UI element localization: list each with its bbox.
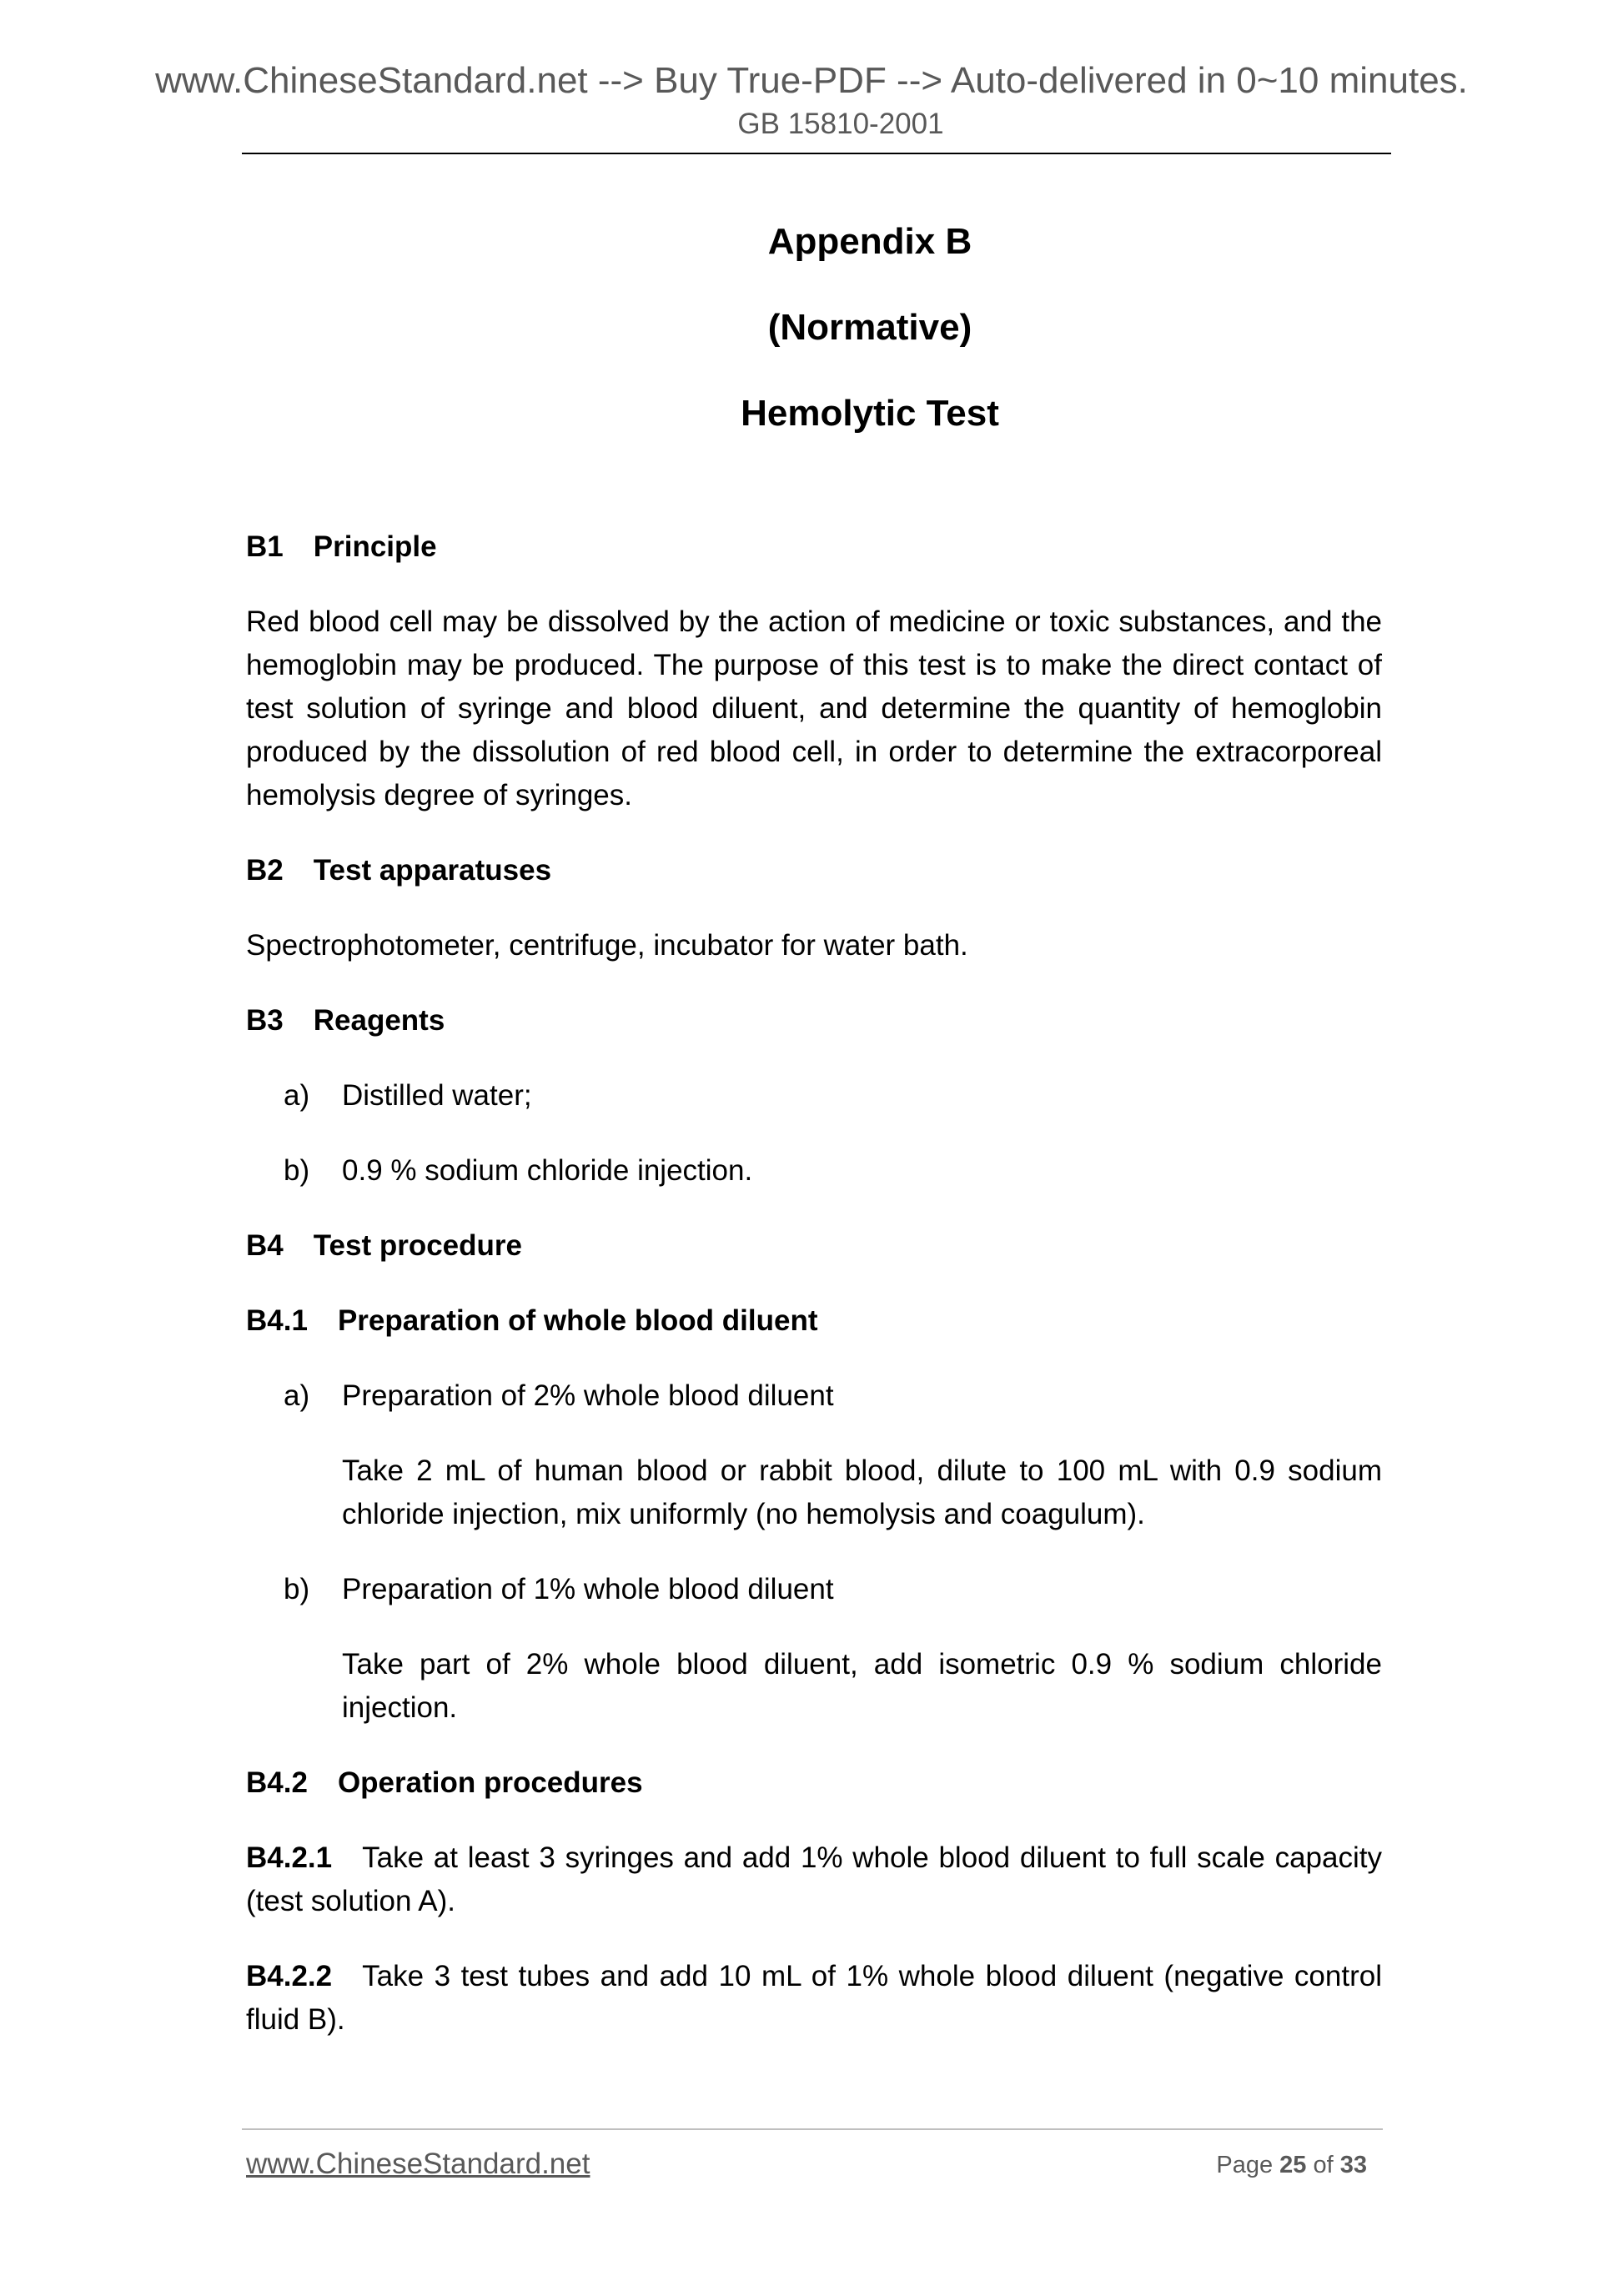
section-number: B1 [246,530,284,563]
footer-site-link[interactable]: www.ChineseStandard.net [246,2148,590,2180]
appendix-title: Appendix B [767,221,972,262]
list-item-text: Preparation of 2% whole blood diluent [342,1379,834,1412]
list-item [284,1568,1382,1611]
list-item [284,1074,1382,1118]
section-title: Principle [313,530,437,563]
section-number: B4.2 [246,1766,308,1799]
page-of: of [1313,2152,1334,2178]
section-title: Test apparatuses [313,854,552,887]
page-total: 33 [1339,2152,1367,2178]
section-title: Test procedure [313,1229,522,1262]
list-item [284,1149,1382,1193]
list-item-detail: Take 2 mL of human blood or rabbit blood, dilute to 100 mL with 0.9 sodium chloride injection, mix uniformly (no hemolysis and coagulum). [342,1454,1382,1530]
section-title: Reagents [313,1004,445,1037]
list-item-text: Preparation of 1% whole blood diluent [342,1573,834,1605]
list-marker: a) [284,1079,310,1112]
clause-text: Take 3 test tubes and add 10 mL of 1% whole blood diluent (negative control fluid B). [246,1960,1382,2036]
section-heading-b4-1 [246,1299,1382,1343]
section-number: B4.1 [246,1304,308,1337]
list-item-text: 0.9 % sodium chloride injection. [342,1154,753,1187]
page-number [1216,2152,1367,2179]
page-header [0,60,1623,141]
section-number: B2 [246,854,284,887]
section-heading-b4-2 [246,1761,1382,1805]
list-marker: b) [284,1573,310,1605]
section-title: Operation procedures [337,1766,643,1799]
clause-b4-2-2 [246,1955,1382,2042]
clause-b4-2-1 [246,1836,1382,1923]
paragraph-principle: Red blood cell may be dissolved by the action of medicine or toxic substances, and the hemoglobin may be produced. The purpose of this test is to make the direct contact of test solution of syringe and blood diluent, and determine the quantity of hemoglobin produced by the dissolution of red blood cell, in order to determine the extracorporeal hemolysis degree of syringes. [246,605,1382,811]
section-heading-b3 [246,999,1382,1042]
section-title: Preparation of whole blood diluent [337,1304,818,1337]
page-label: Page [1216,2152,1274,2178]
clause-text: Take at least 3 syringes and add 1% whole blood diluent to full scale capacity (test solution A). [246,1841,1382,1917]
section-heading-b2 [246,849,1382,892]
clause-number: B4.2.1 [246,1841,333,1874]
section-heading-b4 [246,1224,1382,1268]
section-heading-b1 [246,525,1382,569]
list-item [284,1374,1382,1418]
appendix-name: Hemolytic Test [741,393,999,434]
section-number: B3 [246,1004,284,1037]
appendix-titles [58,208,1623,466]
paragraph-apparatuses: Spectrophotometer, centrifuge, incubator for water bath. [246,929,968,962]
header-purchase-link[interactable]: www.ChineseStandard.net --> Buy True-PDF --> Auto-delivered in 0~10 minutes. [155,60,1468,101]
appendix-type: (Normative) [767,307,972,348]
header-divider [242,153,1391,154]
section-number: B4 [246,1229,284,1262]
footer-divider [242,2128,1383,2130]
list-item-text: Distilled water; [342,1079,532,1112]
page-current: 25 [1279,2152,1307,2178]
list-marker: b) [284,1154,310,1187]
list-item-detail: Take part of 2% whole blood diluent, add isometric 0.9 % sodium chloride injection. [342,1648,1382,1724]
document-body [246,525,1382,2073]
list-marker: a) [284,1379,310,1412]
header-standard-code: GB 15810-2001 [737,107,944,140]
clause-number: B4.2.2 [246,1960,333,1992]
